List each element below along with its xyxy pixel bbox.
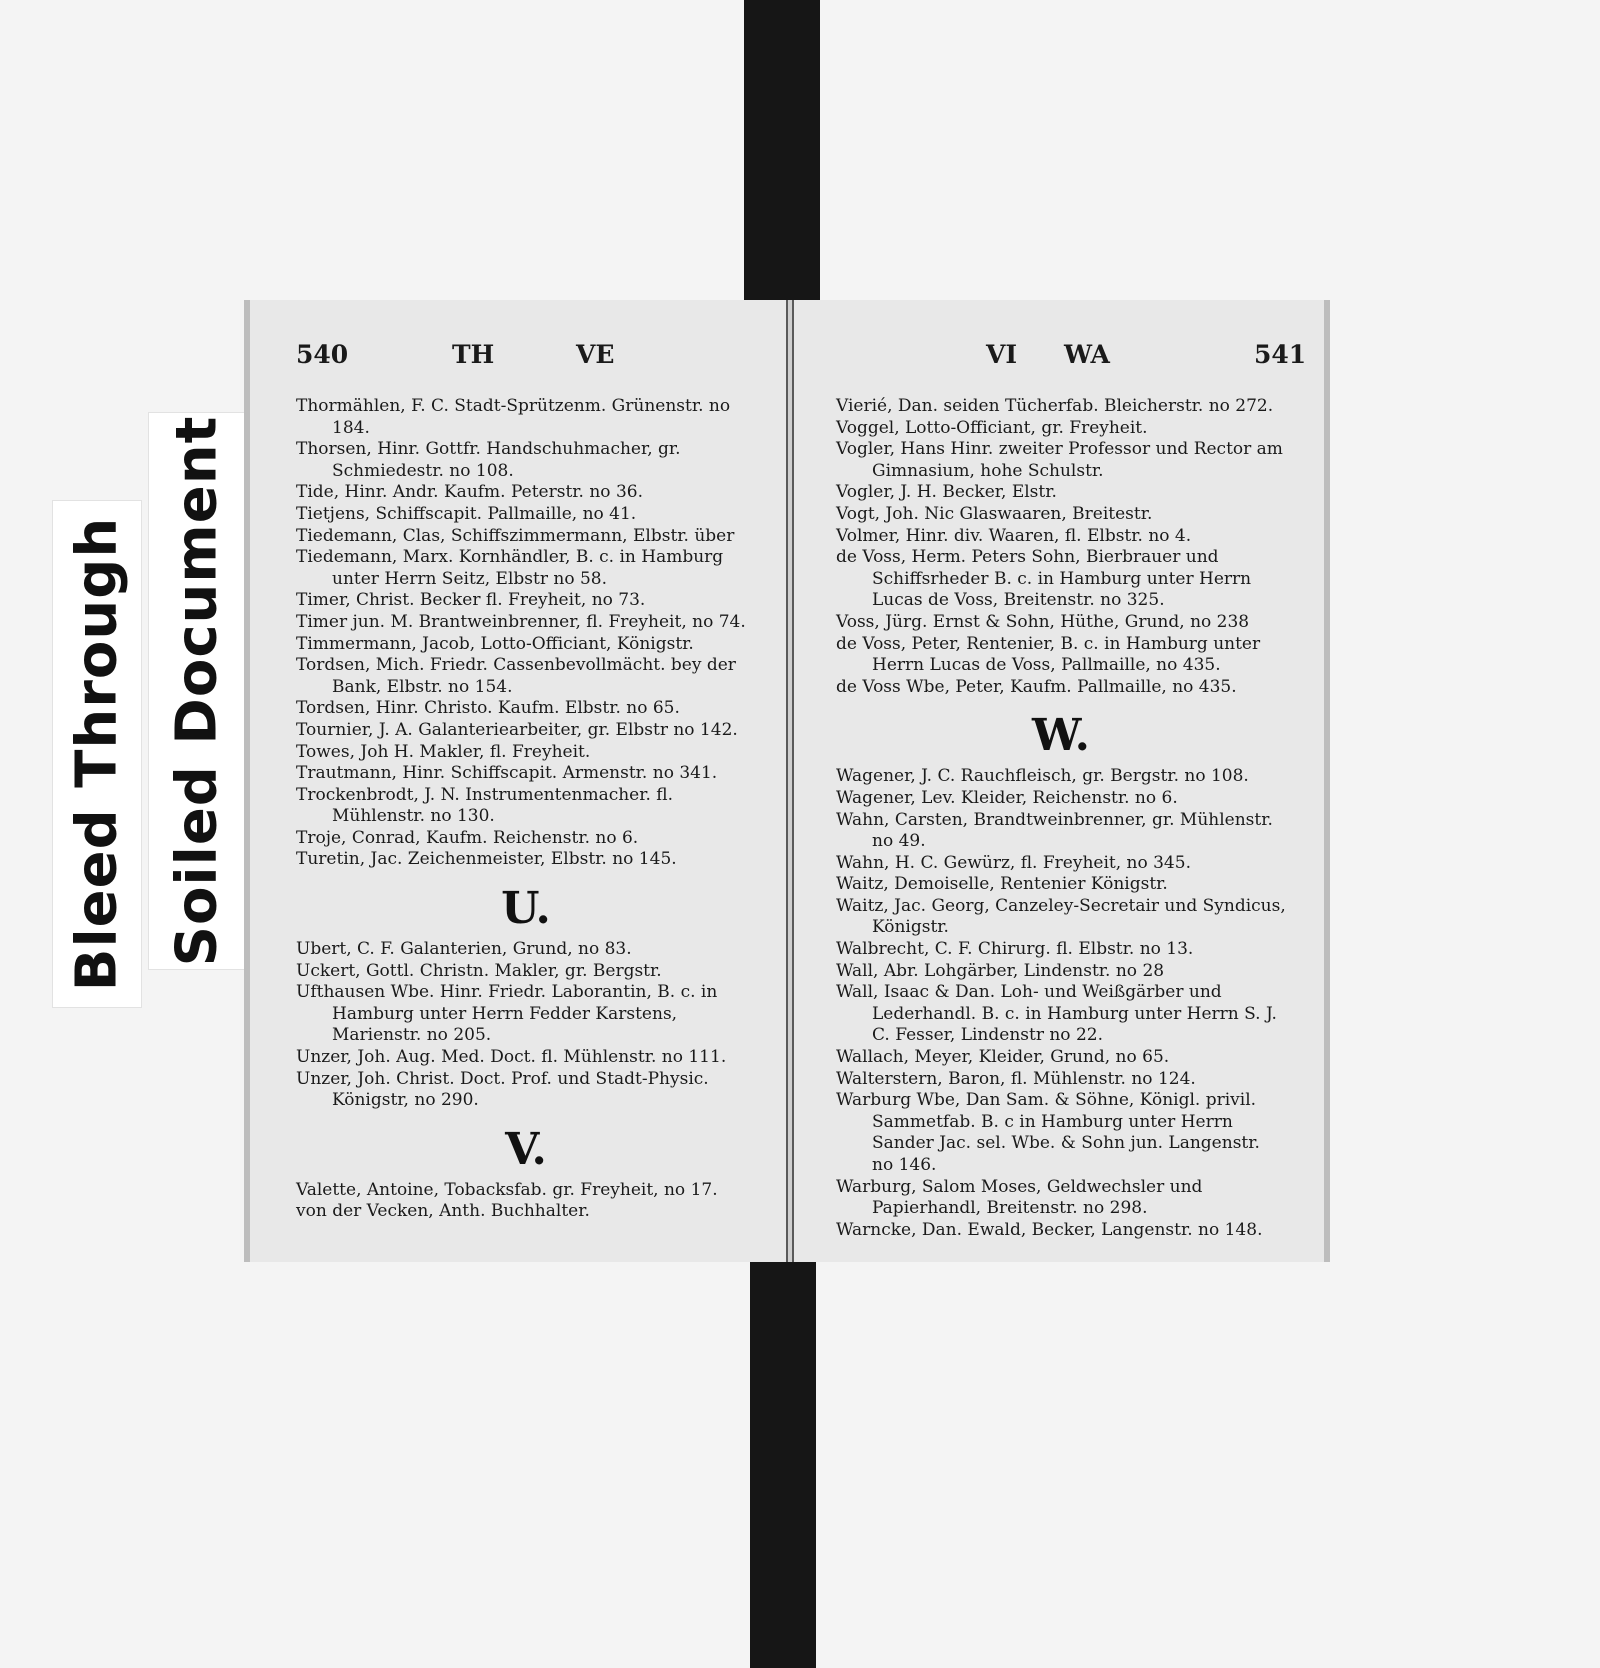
directory-entry: Warburg, Salom Moses, Geldwechsler und Papierhandl, Breitenstr. no 298. xyxy=(836,1176,1203,1219)
page-number-right: 541 xyxy=(1254,340,1307,369)
directory-entry: Tide, Hinr. Andr. Kaufm. Peterstr. no 36. xyxy=(296,482,643,503)
directory-entry: Unzer, Joh. Christ. Doct. Prof. und Stadt-Physic. Königstr, no 290. xyxy=(296,1068,709,1111)
left-running-head xyxy=(296,340,786,376)
left-entries xyxy=(296,396,756,1223)
directory-entry: Wagener, J. C. Rauchfleisch, gr. Bergstr. no 108. xyxy=(836,766,1249,787)
directory-entry: Troje, Conrad, Kaufm. Reichenstr. no 6. xyxy=(296,827,639,848)
right-entries xyxy=(836,396,1286,1241)
directory-entry: Trautmann, Hinr. Schiffscapit. Armenstr. no 341. xyxy=(296,763,718,784)
directory-entry: Voss, Jürg. Ernst & Sohn, Hüthe, Grund, no 238 xyxy=(836,611,1250,632)
directory-entry: Ufthausen Wbe. Hinr. Friedr. Laborantin, B. c. in Hamburg unter Herrn Fedder Karstens, Marienstr. no 205. xyxy=(296,982,718,1046)
left-page xyxy=(244,300,788,1262)
directory-entry: Ubert, C. F. Galanterien, Grund, no 83. xyxy=(296,939,632,960)
directory-entry: Tournier, J. A. Galanteriearbeiter, gr. Elbstr no 142. xyxy=(296,719,738,740)
directory-entry: Uckert, Gottl. Christn. Makler, gr. Bergstr. xyxy=(296,960,662,981)
directory-entry: Vogler, J. H. Becker, Elstr. xyxy=(836,482,1057,503)
entry-list-u xyxy=(296,939,756,1112)
directory-entry: Waitz, Demoiselle, Rentenier Königstr. xyxy=(836,874,1168,895)
head-left-start: TH xyxy=(452,340,495,369)
spine-shadow-top xyxy=(744,0,820,304)
directory-entry: Vierié, Dan. seiden Tücherfab. Bleicherstr. no 272. xyxy=(836,396,1274,416)
directory-entry: de Voss, Herm. Peters Sohn, Bierbrauer und Schiffsrheder B. c. in Hamburg unter Herrn Lucas de Voss, Breitenstr. no 325. xyxy=(836,547,1252,611)
directory-entry: Vogler, Hans Hinr. zweiter Professor und Rector am Gimnasium, hohe Schulstr. xyxy=(836,439,1283,481)
directory-entry: Thormählen, F. C. Stadt-Sprützenm. Grünenstr. no 184. xyxy=(296,396,731,438)
directory-entry: Wall, Abr. Lohgärber, Lindenstr. no 28 xyxy=(836,960,1165,981)
directory-entry: Unzer, Joh. Aug. Med. Doct. fl. Mühlenstr. no 111. xyxy=(296,1047,727,1068)
directory-entry: Timer, Christ. Becker fl. Freyheit, no 73. xyxy=(296,590,646,611)
directory-entry: Vogt, Joh. Nic Glaswaaren, Breitestr. xyxy=(836,503,1153,524)
directory-entry: Wallach, Meyer, Kleider, Grund, no 65. xyxy=(836,1047,1170,1068)
soiled-document-label: Soiled Document xyxy=(164,415,230,967)
directory-entry: Wahn, H. C. Gewürz, fl. Freyheit, no 345. xyxy=(836,852,1191,873)
directory-entry: Warburg Wbe, Dan Sam. & Söhne, Königl. privil. Sammetfab. B. c in Hamburg unter Herrn Sander Jac. sel. Wbe. & Sohn jun. Langenstr. no 146. xyxy=(836,1090,1260,1175)
page-number-left: 540 xyxy=(296,340,349,369)
directory-entry: Wahn, Carsten, Brandtweinbrenner, gr. Mühlenstr. no 49. xyxy=(836,809,1273,852)
entry-list-t xyxy=(296,396,756,871)
directory-entry: Walterstern, Baron, fl. Mühlenstr. no 124. xyxy=(836,1068,1196,1089)
directory-entry: Volmer, Hinr. div. Waaren, fl. Elbstr. no 4. xyxy=(836,525,1192,546)
section-letter-v: V. xyxy=(505,1123,547,1175)
directory-entry: Trockenbrodt, J. N. Instrumentenmacher. fl. Mühlenstr. no 130. xyxy=(296,784,674,827)
directory-entry: von der Vecken, Anth. Buchhalter. xyxy=(296,1201,590,1222)
bleed-through-tag xyxy=(52,500,142,1008)
directory-entry: de Voss, Peter, Rentenier, B. c. in Hamburg unter Herrn Lucas de Voss, Pallmaille, no 435. xyxy=(836,633,1261,676)
directory-entry: Tordsen, Hinr. Christo. Kaufm. Elbstr. no 65. xyxy=(296,698,680,719)
directory-entry: Waitz, Jac. Georg, Canzeley-Secretair und Syndicus, Königstr. xyxy=(836,895,1286,938)
entry-list-v-left xyxy=(296,1180,756,1223)
directory-entry: Wall, Isaac & Dan. Loh- und Weißgärber und Lederhandl. B. c. in Hamburg unter Herrn S. J. C. Fesser, Lindenstr no 22. xyxy=(836,982,1277,1046)
entry-list-v-right xyxy=(836,396,1286,698)
head-left-end: VE xyxy=(576,340,615,369)
directory-entry: Timer jun. M. Brantweinbrenner, fl. Freyheit, no 74. xyxy=(296,611,746,632)
soiled-document-tag xyxy=(148,412,246,970)
directory-entry: Tiedemann, Marx. Kornhändler, B. c. in Hamburg unter Herrn Seitz, Elbstr no 58. xyxy=(296,547,724,589)
directory-entry: Towes, Joh H. Makler, fl. Freyheit. xyxy=(296,741,591,762)
bleed-through-label: Bleed Through xyxy=(64,516,130,992)
directory-entry: Tordsen, Mich. Friedr. Cassenbevollmächt. bey der Bank, Elbstr. no 154. xyxy=(296,655,736,697)
spine-shadow-bottom xyxy=(750,1254,816,1668)
entry-list-w xyxy=(836,766,1286,1241)
right-running-head xyxy=(836,340,1307,376)
open-book xyxy=(244,300,1330,1262)
directory-entry: Timmermann, Jacob, Lotto-Officiant, Königstr. xyxy=(296,633,694,654)
directory-entry: de Voss Wbe, Peter, Kaufm. Pallmaille, no 435. xyxy=(836,676,1237,697)
right-page xyxy=(792,300,1330,1262)
head-right-end: WA xyxy=(1064,340,1110,369)
directory-entry: Warncke, Dan. Ewald, Becker, Langenstr. no 148. xyxy=(836,1219,1263,1240)
directory-entry: Tietjens, Schiffscapit. Pallmaille, no 41. xyxy=(296,503,637,524)
directory-entry: Valette, Antoine, Tobacksfab. gr. Freyheit, no 17. xyxy=(296,1179,718,1200)
head-right-start: VI xyxy=(986,340,1018,369)
directory-entry: Tiedemann, Clas, Schiffszimmermann, Elbstr. über xyxy=(296,525,735,546)
directory-entry: Voggel, Lotto-Officiant, gr. Freyheit. xyxy=(836,417,1148,438)
section-letter-u: U. xyxy=(501,883,551,935)
directory-entry: Wagener, Lev. Kleider, Reichenstr. no 6. xyxy=(836,787,1178,808)
directory-entry: Turetin, Jac. Zeichenmeister, Elbstr. no 145. xyxy=(296,849,677,870)
section-letter-w: W. xyxy=(1032,710,1090,762)
directory-entry: Thorsen, Hinr. Gottfr. Handschuhmacher, gr. Schmiedestr. no 108. xyxy=(296,439,681,481)
directory-entry: Walbrecht, C. F. Chirurg. fl. Elbstr. no 13. xyxy=(836,939,1194,960)
